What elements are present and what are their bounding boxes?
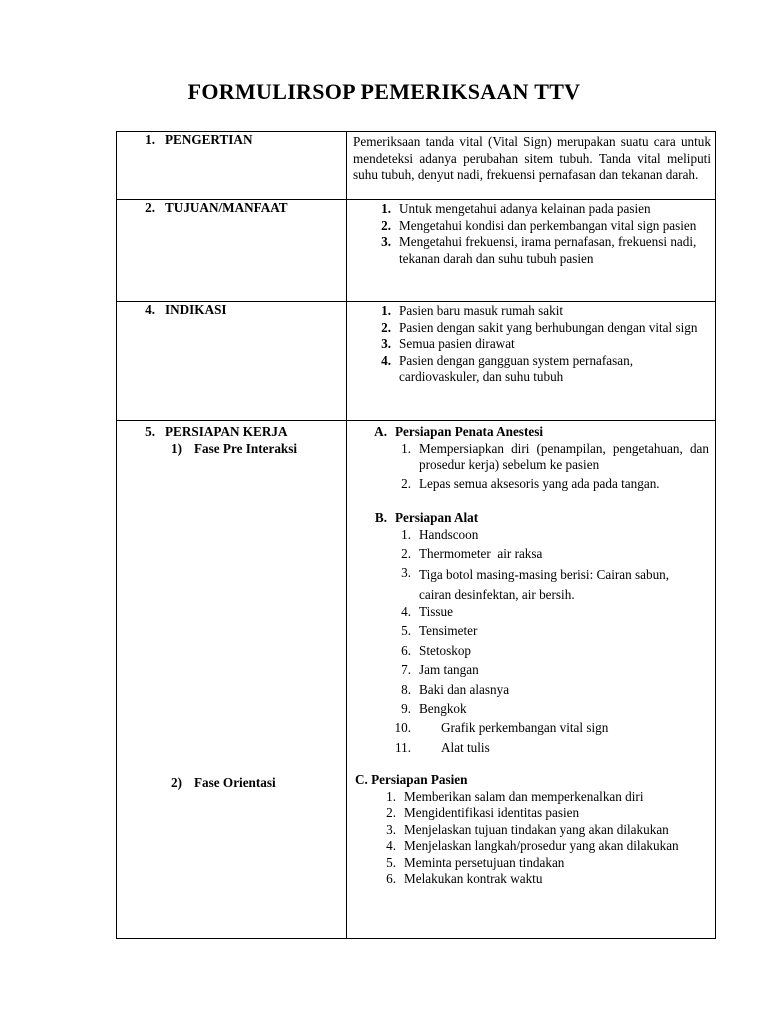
item-number: 7. [401,662,411,678]
item-text: Lepas semua aksesoris yang ada pada tangan. [419,475,660,491]
row-tujuan [117,200,716,302]
item-number: 8. [401,681,411,697]
row-label: INDIKASI [165,302,227,317]
label-cell [117,132,347,200]
row-indikasi [117,302,716,421]
label-cell [117,200,347,302]
item-number: 3. [401,565,411,581]
list-item [347,353,713,386]
item-number: 11. [395,739,411,755]
item-text: Tensimeter [419,623,478,639]
row-number: 4. [145,302,155,317]
item-text: Tiga botol masing-masing berisi: Cairan sabun, cairan desinfektan, air bersih. [419,567,670,602]
list-item [347,789,715,806]
sop-table [116,131,716,939]
list-item [347,604,715,623]
item-number: 1. [386,788,396,804]
list-item [347,662,715,681]
item-text: Melakukan kontrak waktu [404,871,543,887]
content-cell [347,200,716,302]
row-number: 2. [145,200,155,215]
phase-number: 1) [171,440,182,456]
item-number: 2. [381,319,391,335]
item-text: Grafik perkembangan vital sign [441,720,609,736]
list-item [347,805,715,822]
indikasi-list [347,303,715,386]
item-text: Menjelaskan tujuan tindakan yang akan dilakukan [404,821,669,837]
list-item [347,822,715,839]
item-text: Mengetahui kondisi dan perkembangan vital sign pasien [399,217,697,233]
item-number: 6. [401,642,411,658]
item-number: 1. [381,303,391,318]
list-item [347,855,715,872]
list-item [347,740,715,759]
label-cell [117,421,347,939]
item-number: 3. [386,821,396,837]
section-c-heading: C. Persiapan Pasien [355,772,468,788]
row-label: TUJUAN/MANFAAT [165,200,288,215]
item-text: Jam tangan [419,662,479,678]
list-item [347,682,715,701]
list-item [347,336,713,353]
section-letter: B. [374,510,387,525]
item-text: Handscoon [419,526,479,542]
content-cell [347,132,716,200]
content-cell [347,302,716,421]
list-item [347,643,715,662]
item-text: Pasien dengan sakit yang berhubungan dengan vital sign [399,319,698,335]
row-persiapan [117,421,716,939]
list-item [347,527,715,546]
list-item [347,218,713,235]
section-a-list [347,441,715,493]
item-text: Thermometer air raksa [419,545,543,561]
list-item [347,476,715,493]
item-number: 1. [401,440,411,456]
item-number: 4. [401,604,411,620]
phase-pre-interaksi [117,441,346,458]
item-text: Meminta persetujuan tindakan [404,854,565,870]
phase-label: Fase Orientasi [194,775,276,790]
item-number: 1. [381,201,391,216]
list-item [347,441,715,474]
item-number: 2. [386,805,396,821]
item-text: Baki dan alasnya [419,681,510,697]
item-number: 2. [401,545,411,561]
item-number: 3. [381,336,391,351]
item-number: 2. [381,217,391,233]
list-item [347,303,713,320]
list-item [347,234,713,267]
phase-label: Fase Pre Interaksi [194,440,298,456]
label-cell [117,302,347,421]
list-item [347,871,715,888]
item-text: Pasien baru masuk rumah sakit [399,303,564,318]
list-item [347,546,715,565]
item-text: Memberikan salam dan memperkenalkan diri [404,788,644,804]
phase-number: 2) [171,775,182,790]
section-letter: A. [374,424,387,439]
list-item [347,701,715,720]
row-pengertian [117,132,716,200]
item-number: 9. [401,701,411,717]
section-title: Persiapan Alat [395,510,479,525]
section-title: Persiapan Penata Anestesi [395,424,543,439]
item-text: Stetoskop [419,642,472,658]
item-text: Pasien dengan gangguan system pernafasan, cardiovaskuler, dan suhu tubuh [399,352,634,384]
list-item [347,201,713,218]
row-label: PERSIAPAN KERJA [165,424,288,439]
item-text: Mengidentifikasi identitas pasien [404,805,580,821]
item-text: Bengkok [419,701,467,717]
document-title: FORMULIRSOP PEMERIKSAAN TTV [187,79,581,104]
list-item [347,565,715,604]
item-text: Untuk mengetahui adanya kelainan pada pasien [399,201,651,216]
item-number: 5. [386,854,396,870]
row-label: PENGERTIAN [165,132,253,147]
list-item [347,720,715,739]
item-text: Tissue [419,604,453,620]
list-item [347,623,715,642]
content-cell [347,421,716,939]
item-text: Mengetahui frekuensi, irama pernafasan, frekuensi nadi, tekanan darah dan suhu tubuh pasien [399,234,697,266]
section-c-list [347,789,715,888]
item-number: 10. [394,720,411,736]
item-number: 3. [381,234,391,249]
row-number: 1. [145,132,155,147]
section-b-list [347,527,715,760]
item-text: Mempersiapkan diri (penampilan, pengetahuan, dan prosedur kerja) sebelum ke pasien [419,440,709,472]
item-number: 2. [401,475,411,491]
tujuan-list [347,201,715,267]
phase-orientasi [117,775,346,792]
item-text: Semua pasien dirawat [399,336,515,351]
section-b-heading [347,510,715,527]
section-a-heading [347,424,715,441]
item-text: Menjelaskan langkah/prosedur yang akan dilakukan [404,838,679,854]
item-text: Alat tulis [441,739,490,755]
item-number: 4. [386,838,396,854]
row-number: 5. [145,424,155,439]
item-number: 1. [401,526,411,542]
list-item [347,320,713,337]
item-number: 6. [386,871,396,887]
pengertian-text: Pemeriksaan tanda vital (Vital Sign) merupakan suatu cara untuk mendeteksi adanya perubahan sitem tubuh. Tanda vital meliputi suhu tubuh, denyut nadi, frekuensi pernafasan dan tekanan darah. [353,134,711,182]
list-item [347,838,715,855]
item-number: 4. [381,352,391,368]
item-number: 5. [401,623,411,639]
